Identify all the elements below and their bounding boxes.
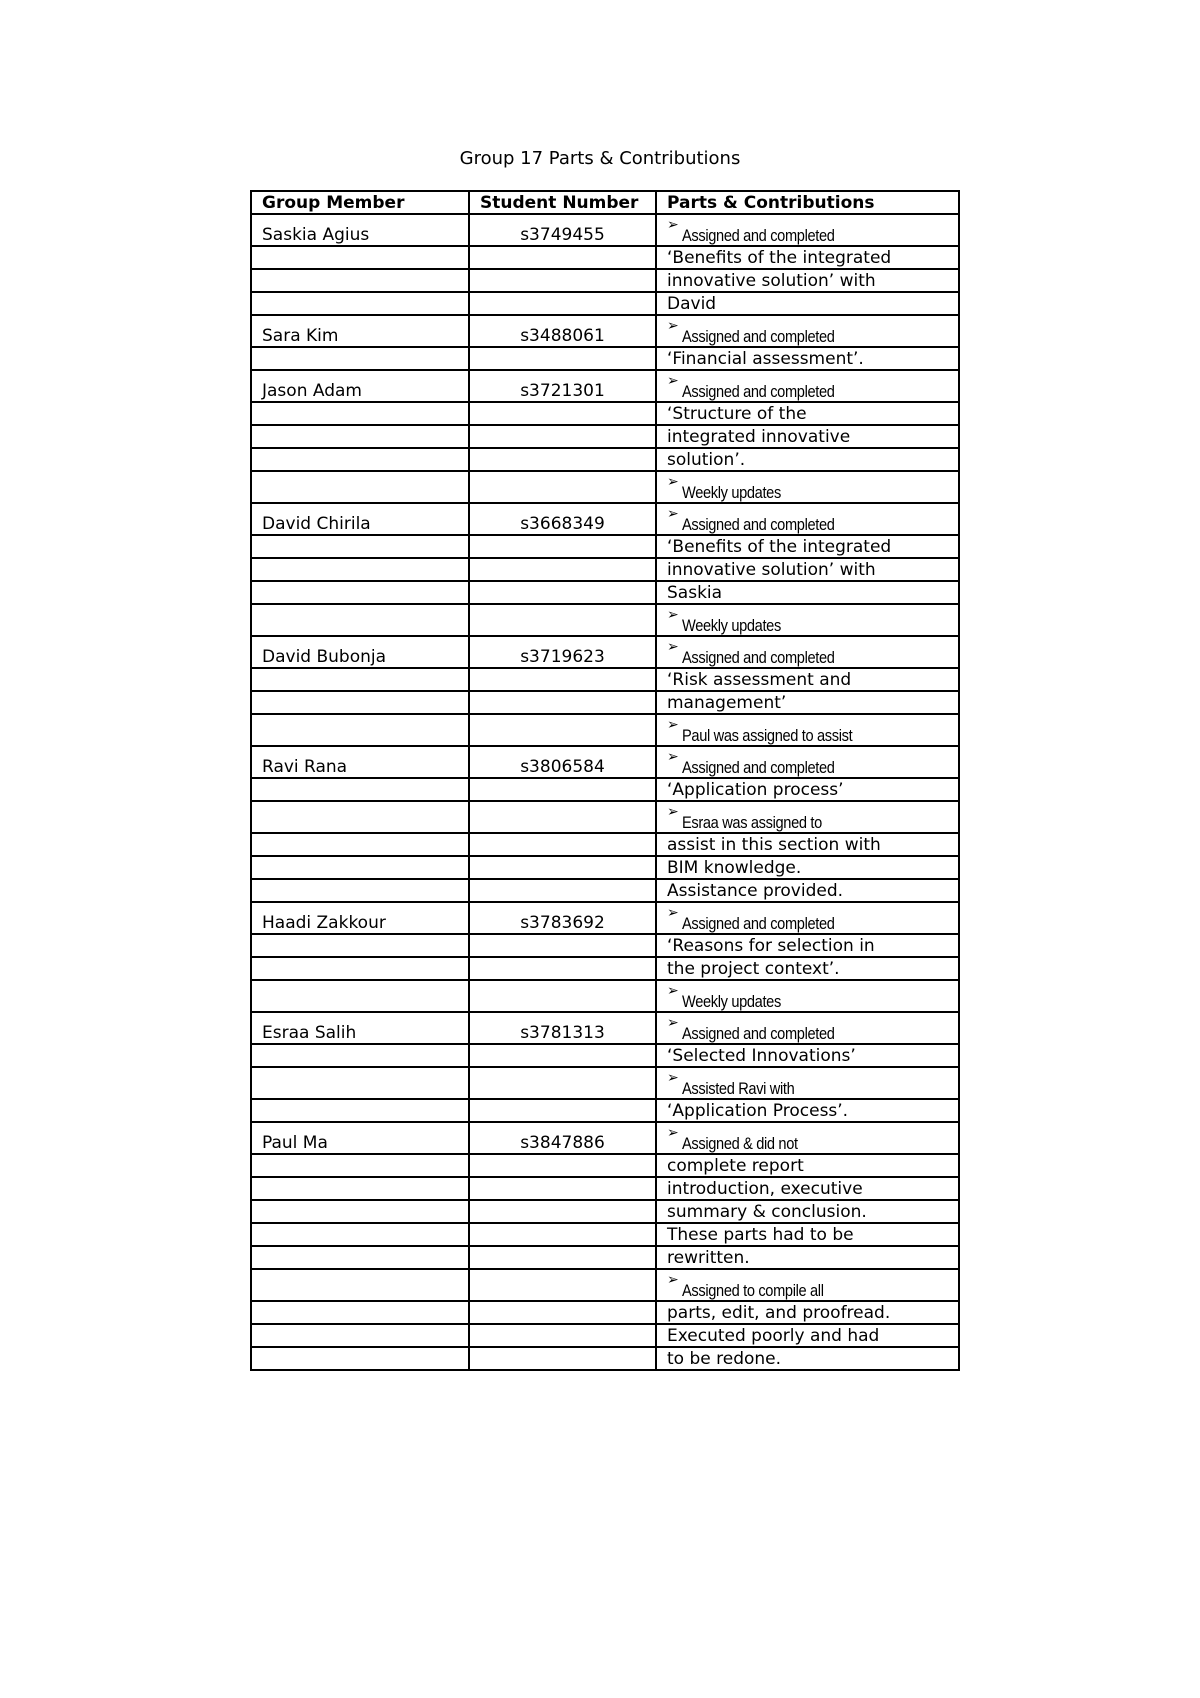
- student-number-cell: [469, 1177, 656, 1200]
- header-parts-contributions: Parts & Contributions: [656, 191, 959, 214]
- table-row: [251, 668, 959, 691]
- student-number-cell: [469, 604, 656, 636]
- table-row: [251, 1246, 959, 1269]
- contribution-cell: innovative solution’ with: [656, 269, 959, 292]
- group-member-cell: [251, 1347, 469, 1370]
- table-row: [251, 902, 959, 934]
- group-member-cell: [251, 801, 469, 833]
- student-number-cell: [469, 402, 656, 425]
- group-member-cell: [251, 269, 469, 292]
- group-member-cell: [251, 471, 469, 503]
- header-group-member: Group Member: [251, 191, 469, 214]
- student-number-cell: [469, 425, 656, 448]
- table-row: [251, 1154, 959, 1177]
- group-member-cell: [251, 778, 469, 801]
- header-student-number: Student Number: [469, 191, 656, 214]
- arrowhead-bullet-icon: ➢: [667, 1014, 679, 1030]
- contribution-text: Assigned to compile all: [682, 1281, 824, 1300]
- contribution-text: Assigned and completed: [682, 914, 835, 933]
- contribution-text: Assigned and completed: [682, 758, 835, 777]
- group-member-cell: [251, 292, 469, 315]
- group-member-cell: [251, 1044, 469, 1067]
- table-row: [251, 1200, 959, 1223]
- arrowhead-bullet-icon: ➢: [667, 372, 679, 388]
- table-row: [251, 1269, 959, 1301]
- contribution-cell: Executed poorly and had: [656, 1324, 959, 1347]
- contribution-cell: [656, 214, 959, 246]
- group-member-cell: [251, 246, 469, 269]
- student-number-cell: [469, 1200, 656, 1223]
- arrowhead-bullet-icon: ➢: [667, 216, 679, 232]
- group-member-cell: [251, 448, 469, 471]
- contribution-text: Assigned and completed: [682, 648, 835, 667]
- contribution-text: Assigned and completed: [682, 226, 835, 245]
- contribution-cell: parts, edit, and proofread.: [656, 1301, 959, 1324]
- table-row: [251, 691, 959, 714]
- contribution-cell: complete report: [656, 1154, 959, 1177]
- contribution-cell: [656, 714, 959, 746]
- student-number-cell: [469, 269, 656, 292]
- group-member-cell: [251, 1200, 469, 1223]
- student-number-cell: s3749455: [469, 214, 656, 246]
- group-member-cell: [251, 425, 469, 448]
- group-member-cell: [251, 347, 469, 370]
- student-number-cell: [469, 691, 656, 714]
- student-number-cell: [469, 833, 656, 856]
- student-number-cell: [469, 714, 656, 746]
- contribution-cell: [656, 636, 959, 668]
- contribution-cell: ‘Reasons for selection in: [656, 934, 959, 957]
- group-member-cell: [251, 1246, 469, 1269]
- contribution-cell: ‘Benefits of the integrated: [656, 535, 959, 558]
- group-member-cell: Esraa Salih: [251, 1012, 469, 1044]
- student-number-cell: s3668349: [469, 503, 656, 535]
- contribution-text: Assisted Ravi with: [682, 1079, 795, 1098]
- contribution-cell: BIM knowledge.: [656, 856, 959, 879]
- student-number-cell: [469, 347, 656, 370]
- table-row: [251, 214, 959, 246]
- student-number-cell: s3721301: [469, 370, 656, 402]
- table-body: [251, 214, 959, 1370]
- contribution-cell: ‘Application process’: [656, 778, 959, 801]
- table-row: [251, 1223, 959, 1246]
- contribution-cell: innovative solution’ with: [656, 558, 959, 581]
- contribution-cell: David: [656, 292, 959, 315]
- table-row: [251, 246, 959, 269]
- contribution-cell: ‘Selected Innovations’: [656, 1044, 959, 1067]
- group-member-cell: Saskia Agius: [251, 214, 469, 246]
- contribution-cell: These parts had to be: [656, 1223, 959, 1246]
- table-row: [251, 425, 959, 448]
- group-member-cell: Paul Ma: [251, 1122, 469, 1154]
- group-member-cell: [251, 1067, 469, 1099]
- arrowhead-bullet-icon: ➢: [667, 1124, 679, 1140]
- student-number-cell: [469, 1223, 656, 1246]
- table-row: [251, 315, 959, 347]
- table-row: [251, 636, 959, 668]
- group-member-cell: David Bubonja: [251, 636, 469, 668]
- arrowhead-bullet-icon: ➢: [667, 1069, 679, 1085]
- table-row: [251, 879, 959, 902]
- contribution-cell: [656, 370, 959, 402]
- group-member-cell: [251, 558, 469, 581]
- group-member-cell: [251, 1301, 469, 1324]
- contribution-text: Weekly updates: [682, 992, 782, 1011]
- table-row: [251, 503, 959, 535]
- contribution-cell: to be redone.: [656, 1347, 959, 1370]
- student-number-cell: s3719623: [469, 636, 656, 668]
- group-member-cell: Haadi Zakkour: [251, 902, 469, 934]
- group-member-cell: [251, 957, 469, 980]
- contribution-cell: ‘Financial assessment’.: [656, 347, 959, 370]
- arrowhead-bullet-icon: ➢: [667, 606, 679, 622]
- arrowhead-bullet-icon: ➢: [667, 716, 679, 732]
- contribution-text: Weekly updates: [682, 483, 782, 502]
- table-row: [251, 1067, 959, 1099]
- group-member-cell: [251, 668, 469, 691]
- student-number-cell: [469, 1347, 656, 1370]
- table-row: [251, 1324, 959, 1347]
- table-row: [251, 558, 959, 581]
- student-number-cell: [469, 1246, 656, 1269]
- table-row: [251, 535, 959, 558]
- contribution-text: Assigned and completed: [682, 1024, 835, 1043]
- table-row: [251, 1099, 959, 1122]
- contribution-text: Paul was assigned to assist: [682, 726, 853, 745]
- table-row: [251, 581, 959, 604]
- arrowhead-bullet-icon: ➢: [667, 473, 679, 489]
- student-number-cell: [469, 292, 656, 315]
- student-number-cell: s3488061: [469, 315, 656, 347]
- contribution-cell: ‘Benefits of the integrated: [656, 246, 959, 269]
- student-number-cell: [469, 668, 656, 691]
- table-row: [251, 347, 959, 370]
- contribution-cell: ‘Risk assessment and: [656, 668, 959, 691]
- student-number-cell: [469, 980, 656, 1012]
- student-number-cell: [469, 1301, 656, 1324]
- contribution-cell: solution’.: [656, 448, 959, 471]
- group-member-cell: [251, 691, 469, 714]
- student-number-cell: s3806584: [469, 746, 656, 778]
- group-member-cell: [251, 1177, 469, 1200]
- group-member-cell: [251, 604, 469, 636]
- student-number-cell: [469, 1324, 656, 1347]
- arrowhead-bullet-icon: ➢: [667, 904, 679, 920]
- table-row: [251, 856, 959, 879]
- contribution-cell: [656, 315, 959, 347]
- group-member-cell: [251, 402, 469, 425]
- contribution-text: Assigned and completed: [682, 515, 835, 534]
- group-member-cell: [251, 856, 469, 879]
- student-number-cell: s3781313: [469, 1012, 656, 1044]
- arrowhead-bullet-icon: ➢: [667, 748, 679, 764]
- contribution-cell: [656, 471, 959, 503]
- student-number-cell: [469, 957, 656, 980]
- contribution-cell: [656, 1067, 959, 1099]
- contribution-text: Assigned and completed: [682, 382, 835, 401]
- contribution-cell: Saskia: [656, 581, 959, 604]
- group-member-cell: Ravi Rana: [251, 746, 469, 778]
- group-member-cell: [251, 934, 469, 957]
- table-row: [251, 833, 959, 856]
- group-member-cell: [251, 879, 469, 902]
- group-member-cell: [251, 980, 469, 1012]
- group-member-cell: Jason Adam: [251, 370, 469, 402]
- page-title: Group 17 Parts & Contributions: [459, 148, 741, 169]
- contribution-cell: summary & conclusion.: [656, 1200, 959, 1223]
- arrowhead-bullet-icon: ➢: [667, 803, 679, 819]
- group-member-cell: [251, 535, 469, 558]
- table-row: [251, 1122, 959, 1154]
- group-member-cell: [251, 581, 469, 604]
- contribution-text: Weekly updates: [682, 616, 782, 635]
- student-number-cell: s3847886: [469, 1122, 656, 1154]
- table-row: [251, 801, 959, 833]
- contribution-cell: [656, 746, 959, 778]
- contribution-cell: [656, 604, 959, 636]
- group-member-cell: [251, 1223, 469, 1246]
- student-number-cell: [469, 246, 656, 269]
- contribution-cell: [656, 980, 959, 1012]
- student-number-cell: [469, 558, 656, 581]
- group-member-cell: Sara Kim: [251, 315, 469, 347]
- contribution-cell: [656, 902, 959, 934]
- table-row: [251, 471, 959, 503]
- table-row: [251, 980, 959, 1012]
- table-row: [251, 1301, 959, 1324]
- student-number-cell: [469, 856, 656, 879]
- table-row: [251, 714, 959, 746]
- table-row: [251, 370, 959, 402]
- table-row: [251, 1347, 959, 1370]
- table-row: [251, 448, 959, 471]
- arrowhead-bullet-icon: ➢: [667, 982, 679, 998]
- contribution-cell: ‘Application Process’.: [656, 1099, 959, 1122]
- student-number-cell: [469, 471, 656, 503]
- contribution-cell: [656, 1012, 959, 1044]
- contribution-cell: the project context’.: [656, 957, 959, 980]
- student-number-cell: [469, 778, 656, 801]
- student-number-cell: [469, 1269, 656, 1301]
- contribution-cell: integrated innovative: [656, 425, 959, 448]
- table-row: [251, 269, 959, 292]
- student-number-cell: [469, 934, 656, 957]
- student-number-cell: [469, 581, 656, 604]
- student-number-cell: [469, 801, 656, 833]
- group-member-cell: David Chirila: [251, 503, 469, 535]
- arrowhead-bullet-icon: ➢: [667, 1271, 679, 1287]
- contribution-cell: [656, 801, 959, 833]
- group-member-cell: [251, 714, 469, 746]
- table-row: [251, 778, 959, 801]
- student-number-cell: s3783692: [469, 902, 656, 934]
- contribution-cell: management’: [656, 691, 959, 714]
- contribution-cell: assist in this section with: [656, 833, 959, 856]
- table-row: [251, 1044, 959, 1067]
- contribution-text: Esraa was assigned to: [682, 813, 823, 832]
- student-number-cell: [469, 1154, 656, 1177]
- student-number-cell: [469, 879, 656, 902]
- contribution-cell: [656, 1122, 959, 1154]
- table-row: [251, 402, 959, 425]
- contribution-cell: [656, 1269, 959, 1301]
- student-number-cell: [469, 448, 656, 471]
- group-member-cell: [251, 1099, 469, 1122]
- table-row: [251, 292, 959, 315]
- group-member-cell: [251, 1324, 469, 1347]
- student-number-cell: [469, 1067, 656, 1099]
- arrowhead-bullet-icon: ➢: [667, 505, 679, 521]
- table-row: [251, 957, 959, 980]
- table-row: [251, 604, 959, 636]
- group-member-cell: [251, 1269, 469, 1301]
- group-member-cell: [251, 833, 469, 856]
- table-header-row: [251, 191, 959, 214]
- table-row: [251, 1012, 959, 1044]
- contribution-text: Assigned and completed: [682, 327, 835, 346]
- contribution-cell: rewritten.: [656, 1246, 959, 1269]
- contribution-cell: [656, 503, 959, 535]
- student-number-cell: [469, 535, 656, 558]
- contribution-cell: Assistance provided.: [656, 879, 959, 902]
- student-number-cell: [469, 1044, 656, 1067]
- table-row: [251, 746, 959, 778]
- contribution-cell: ‘Structure of the: [656, 402, 959, 425]
- arrowhead-bullet-icon: ➢: [667, 317, 679, 333]
- table-row: [251, 934, 959, 957]
- student-number-cell: [469, 1099, 656, 1122]
- table-row: [251, 1177, 959, 1200]
- contribution-cell: introduction, executive: [656, 1177, 959, 1200]
- contributions-table: [250, 190, 960, 1371]
- contribution-text: Assigned & did not: [682, 1134, 799, 1153]
- group-member-cell: [251, 1154, 469, 1177]
- arrowhead-bullet-icon: ➢: [667, 638, 679, 654]
